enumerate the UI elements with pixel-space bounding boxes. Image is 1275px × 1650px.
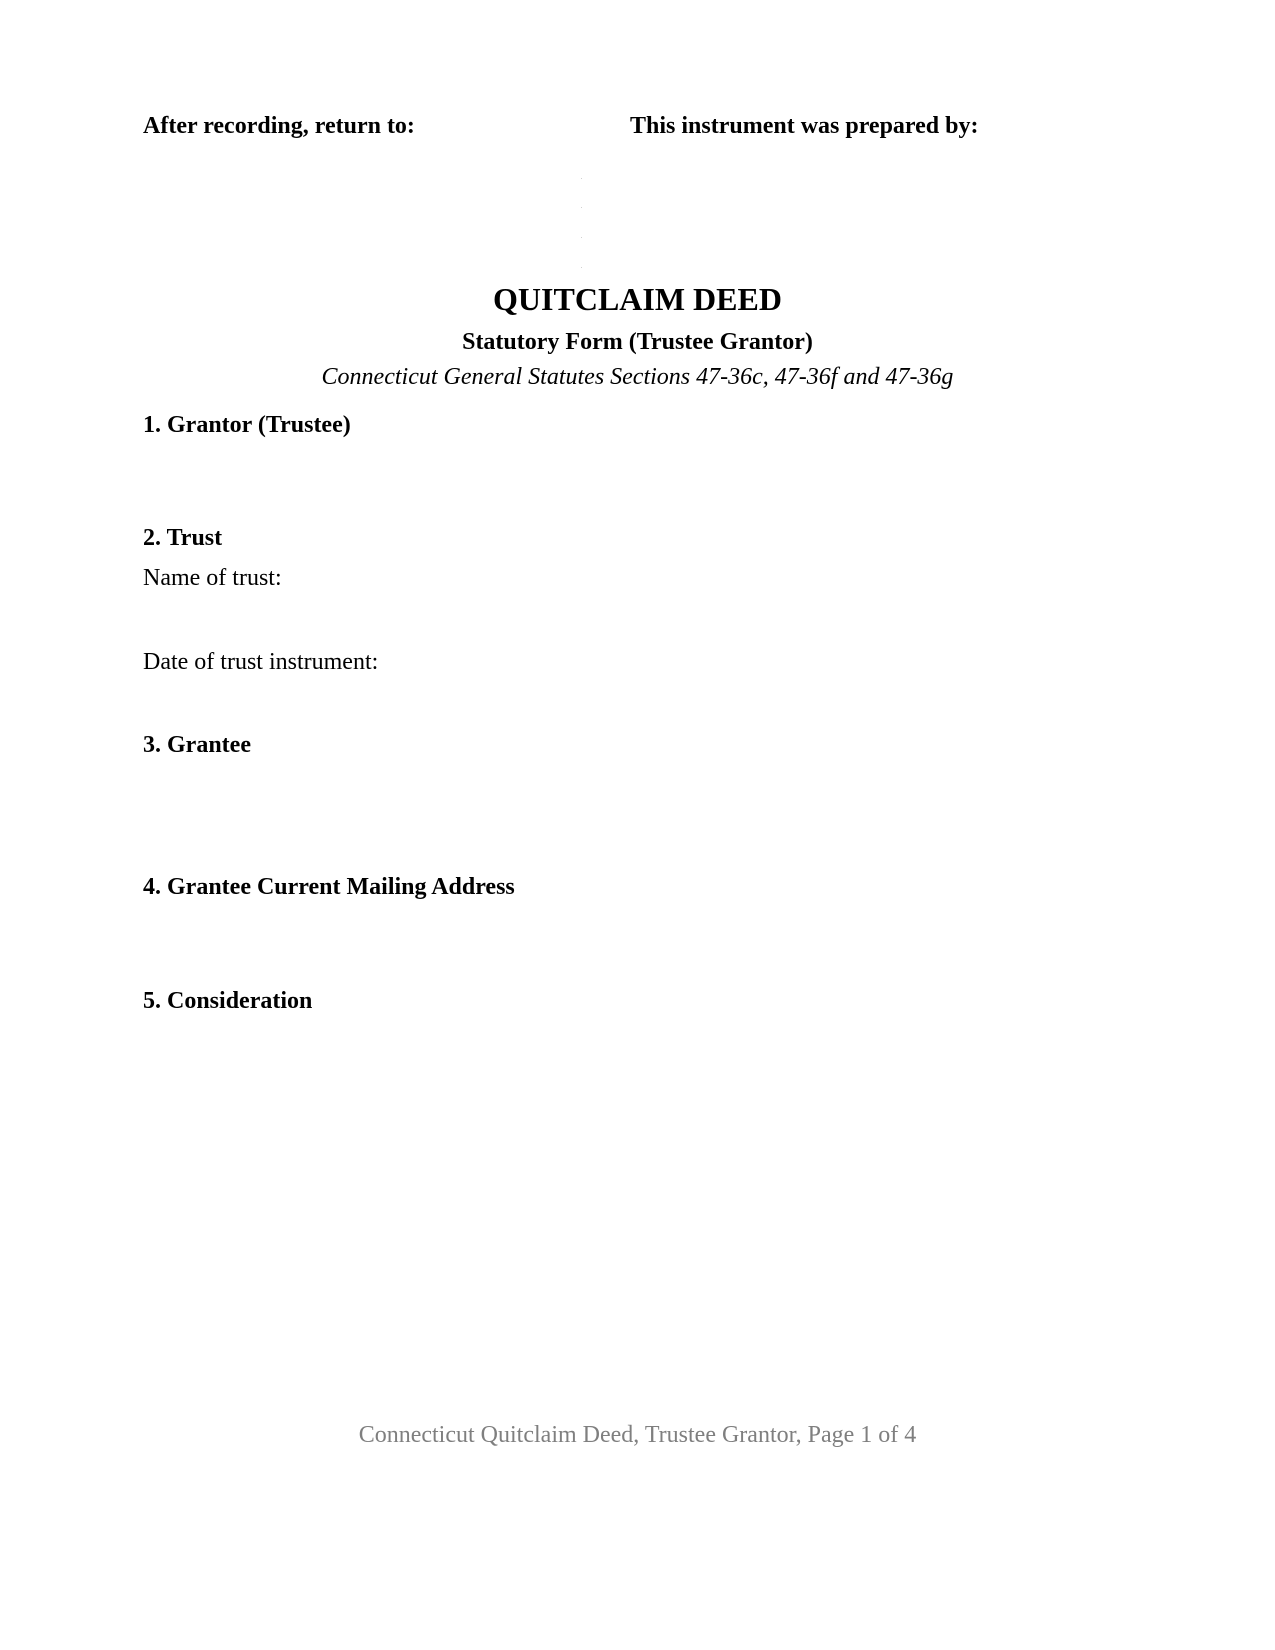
section-heading-trust: 2. Trust	[143, 525, 223, 551]
document-subtitle: Statutory Form (Trustee Grantor)	[462, 329, 813, 355]
prepared-by-label: This instrument was prepared by:	[630, 113, 979, 139]
trust-name-label: Name of trust:	[143, 565, 282, 591]
section-heading-grantee: 3. Grantee	[143, 732, 251, 758]
faint-mark	[581, 207, 582, 208]
return-to-label: After recording, return to:	[143, 113, 415, 139]
statute-reference: Connecticut General Statutes Sections 47-36c, 47-36f and 47-36g	[321, 364, 954, 390]
section-heading-consideration: 5. Consideration	[143, 988, 313, 1014]
faint-mark	[581, 237, 582, 238]
faint-mark	[581, 178, 582, 179]
section-heading-grantor: 1. Grantor (Trustee)	[143, 412, 351, 438]
section-heading-grantee-address: 4. Grantee Current Mailing Address	[143, 874, 515, 900]
faint-mark	[581, 267, 582, 268]
document-title: QUITCLAIM DEED	[493, 281, 782, 317]
trust-date-label: Date of trust instrument:	[143, 649, 379, 675]
page-footer: Connecticut Quitclaim Deed, Trustee Grantor, Page 1 of 4	[358, 1422, 917, 1448]
